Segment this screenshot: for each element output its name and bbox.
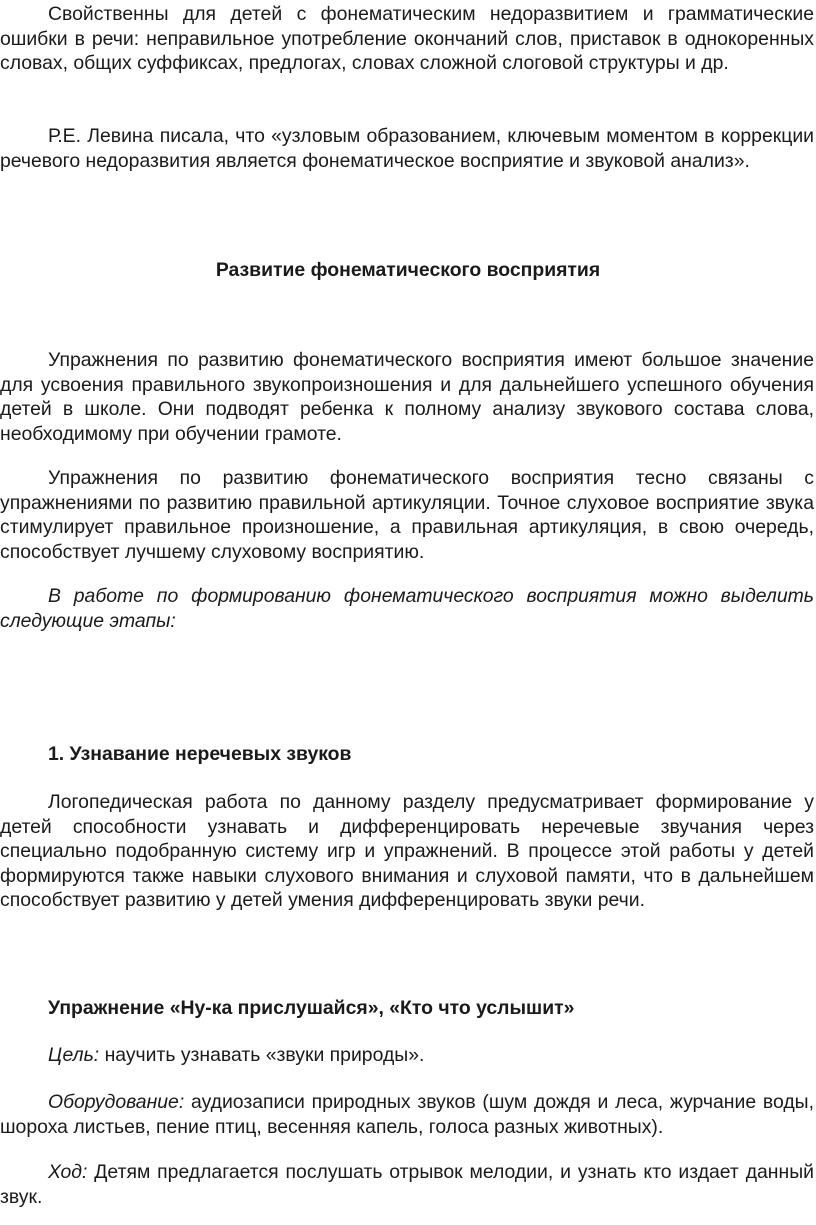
procedure-text: Детям предлагается послушать отрывок мелодии, и узнать кто издает данный звук. bbox=[0, 1161, 814, 1208]
paragraph-exercises-importance: Упражнения по развитию фонематического восприятия имеют большое значение для усвоения правильного звукопроизношения и для дальнейшего успешного обучения детей в школе. Они подводят ребенка к полному анализу звукового состава слова, необходимому при обучении грамоте. bbox=[0, 349, 814, 445]
equipment-text: аудиозаписи природных звуков (шум дождя и леса, журчание воды, шороха листьев, пение птиц, весенняя капель, голоса разных животных). bbox=[0, 1091, 814, 1138]
paragraph-phonemic-errors: Свойственны для детей с фонематическим недоразвитием и грамматические ошибки в речи: неправильное употребление окончаний слов, приставок в однокоренных словах, общих суффиксах, предлогах, словах сложной слоговой структуры и др. bbox=[0, 3, 814, 74]
paragraph-stages-intro: В работе по формированию фонематического восприятия можно выделить следующие этапы: bbox=[0, 585, 814, 632]
paragraph-levina-quote: Р.Е. Левина писала, что «узловым образованием, ключевым моментом в коррекции речевого недоразвития является фонематическое восприятие и звуковой анализ». bbox=[0, 125, 814, 172]
paragraph-articulation-link: Упражнения по развитию фонематического восприятия тесно связаны с упражнениями по развитию правильной артикуляции. Точное слуховое восприятие звука стимулирует правильное произношение, а правильная артикуляция, в свою очередь, способствует лучшему слуховому восприятию. bbox=[0, 467, 814, 563]
exercise-equipment bbox=[0, 1090, 814, 1139]
exercise-title: Упражнение «Ну-ка прислушайся», «Кто что услышит» bbox=[48, 997, 575, 1019]
paragraph-nonspeech-sounds: Логопедическая работа по данному разделу предусматривает формирование у детей способности узнавать и дифференцировать неречевые звучания через специально подобранную систему игр и упражнений. В процессе этой работы у детей формируются также навыки слухового внимания и слуховой памяти, что в дальнейшем способствует развитию у детей умения дифференцировать звуки речи. bbox=[0, 791, 814, 911]
equipment-label: Оборудование: bbox=[48, 1091, 185, 1113]
procedure-label: Ход: bbox=[48, 1161, 88, 1183]
exercise-procedure bbox=[0, 1160, 814, 1209]
goal-label: Цель: bbox=[48, 1044, 100, 1066]
section-heading-phonemic-perception: Развитие фонематического восприятия bbox=[215, 259, 601, 281]
goal-text: научить узнавать «звуки природы». bbox=[99, 1044, 425, 1066]
subheading-stage-1: 1. Узнавание неречевых звуков bbox=[48, 743, 352, 765]
exercise-goal bbox=[0, 1043, 814, 1068]
